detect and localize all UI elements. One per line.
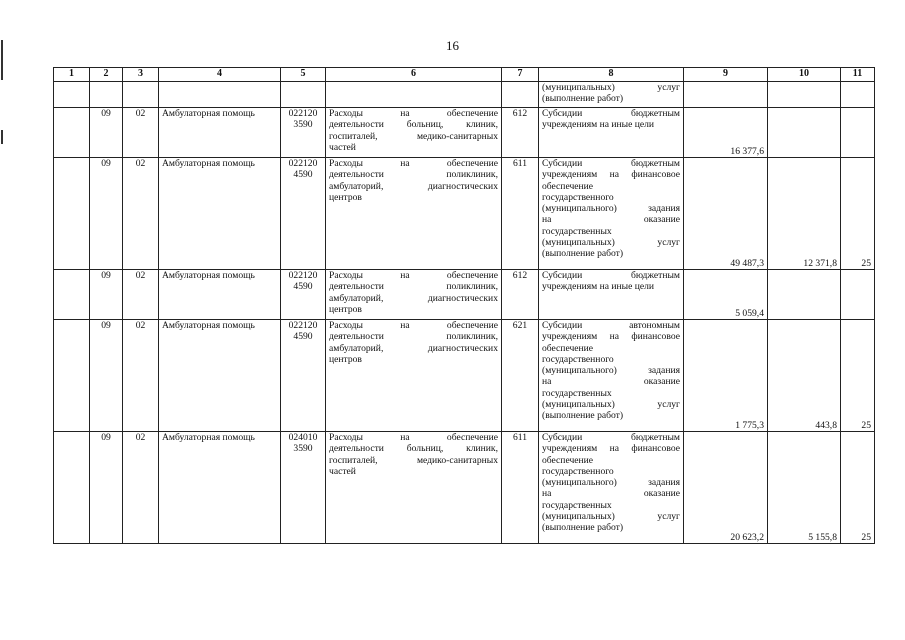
purpose-cell [326, 158, 502, 270]
text-line: Субсидии бюджетным [542, 270, 680, 281]
text-line: (выполнение работ) [542, 522, 624, 534]
sum-cell-col9: 5 059,4 [684, 270, 768, 320]
sum-cell-col10: 5 155,8 [768, 432, 841, 544]
sum-cell-col10 [768, 270, 841, 320]
subsidy-cell [539, 108, 684, 158]
text-line: (муниципального) задания [542, 365, 680, 377]
text-line: на оказание [542, 376, 680, 388]
header-cell: 7 [502, 68, 539, 82]
text-line: 022120 [288, 270, 318, 281]
text-line: обеспечение [542, 454, 594, 466]
table-row [54, 320, 875, 432]
subsidy-cell [539, 432, 684, 544]
text-line: 4590 [293, 281, 313, 293]
subsection-cell: 02 [123, 108, 159, 158]
subsidy-cell [539, 320, 684, 432]
name-cell: Амбулаторная помощь [159, 108, 281, 158]
subsection-cell: 02 [123, 158, 159, 270]
sum-cell-col9: 49 487,3 [684, 158, 768, 270]
subsection-cell: 02 [123, 320, 159, 432]
header-row [54, 68, 875, 82]
header-cell: 8 [539, 68, 684, 82]
sum-cell-col9: 20 623,2 [684, 432, 768, 544]
percent-cell: 25 [841, 432, 875, 544]
text-line: центров [329, 353, 362, 365]
text-line: 022120 [288, 320, 318, 331]
section-cell: 09 [90, 270, 123, 320]
percent-cell: 25 [841, 158, 875, 270]
name-cell: Амбулаторная помощь [159, 432, 281, 544]
text-line: государственного [542, 353, 614, 365]
text-line: на оказание [542, 214, 680, 226]
text-line: обеспечение [542, 180, 594, 192]
text-line: госпиталей, медико-санитарных [329, 454, 498, 466]
text-line: госпиталей, медико-санитарных [329, 130, 498, 142]
text-line: центров [329, 191, 362, 203]
subsidy-cell [539, 158, 684, 270]
budget-table [53, 67, 875, 544]
text-line: учреждениям на финансовое [542, 169, 680, 181]
text-line: (муниципальных) услуг [542, 82, 680, 93]
text-line: обеспечение [542, 342, 594, 354]
text-line: Расходы на обеспечение [329, 432, 498, 443]
text-line: частей [329, 141, 356, 153]
empty-cell [54, 270, 90, 320]
empty-cell [54, 108, 90, 158]
type-cell: 611 [502, 432, 539, 544]
percent-cell [841, 270, 875, 320]
text-line: (выполнение работ) [542, 248, 624, 260]
subsidy-cell [539, 270, 684, 320]
purpose-cell [326, 432, 502, 544]
text-line: Расходы на обеспечение [329, 270, 498, 281]
text-line: (выполнение работ) [542, 410, 624, 422]
sum-cell-col9: 1 775,3 [684, 320, 768, 432]
text-line: государственных [542, 499, 612, 511]
header-cell: 1 [54, 68, 90, 82]
text-line: Расходы на обеспечение [329, 320, 498, 331]
header-cell: 5 [281, 68, 326, 82]
header-cell: 6 [326, 68, 502, 82]
text-line: (выполнение работ) [542, 93, 624, 105]
subsection-cell: 02 [123, 270, 159, 320]
header-cell: 3 [123, 68, 159, 82]
name-cell: Амбулаторная помощь [159, 158, 281, 270]
section-cell: 09 [90, 320, 123, 432]
sum-cell-col10 [768, 108, 841, 158]
text-line: центров [329, 303, 362, 315]
empty-cell [54, 158, 90, 270]
header-cell: 9 [684, 68, 768, 82]
text-line: (муниципального) задания [542, 477, 680, 489]
text-line: Субсидии бюджетным [542, 432, 680, 443]
subsidy-cell [539, 82, 684, 108]
text-line: учреждениям на иные цели [542, 119, 655, 131]
text-line: (муниципальных) услуг [542, 399, 680, 411]
text-line: амбулаторий, диагностических [329, 292, 498, 304]
text-line: деятельности больниц, клиник, [329, 119, 498, 131]
text-line: государственного [542, 465, 614, 477]
text-line: деятельности больниц, клиник, [329, 443, 498, 455]
text-line: Расходы на обеспечение [329, 108, 498, 119]
text-line: Субсидии бюджетным [542, 108, 680, 119]
text-line: Субсидии автономным [542, 320, 680, 331]
text-line: государственных [542, 225, 612, 237]
table-row [54, 108, 875, 158]
text-line: (муниципальных) услуг [542, 237, 680, 249]
empty-cell [54, 432, 90, 544]
code-cell [281, 432, 326, 544]
text-line: деятельности поликлиник, [329, 281, 498, 293]
code-cell [281, 320, 326, 432]
text-line: учреждениям на финансовое [542, 331, 680, 343]
section-cell: 09 [90, 432, 123, 544]
text-line: 022120 [288, 158, 318, 169]
type-cell: 612 [502, 270, 539, 320]
purpose-cell [326, 108, 502, 158]
text-line: (муниципальных) услуг [542, 511, 680, 523]
page-number: 16 [446, 38, 459, 53]
name-cell: Амбулаторная помощь [159, 270, 281, 320]
percent-cell [841, 108, 875, 158]
table-row [54, 158, 875, 270]
type-cell: 621 [502, 320, 539, 432]
text-line: 3590 [293, 119, 313, 131]
text-line: учреждениям на иные цели [542, 281, 655, 293]
text-line: 3590 [293, 443, 313, 455]
text-line: 024010 [288, 432, 318, 443]
text-line: частей [329, 465, 356, 477]
sum-cell-col10: 443,8 [768, 320, 841, 432]
text-line: государственного [542, 191, 614, 203]
section-cell: 09 [90, 158, 123, 270]
text-line: государственных [542, 387, 612, 399]
text-line: деятельности поликлиник, [329, 169, 498, 181]
header-cell: 2 [90, 68, 123, 82]
table-row [54, 432, 875, 544]
header-cell: 4 [159, 68, 281, 82]
continuation-row [54, 82, 875, 108]
text-line: Субсидии бюджетным [542, 158, 680, 169]
code-cell [281, 108, 326, 158]
text-line: 4590 [293, 331, 313, 343]
subsection-cell: 02 [123, 432, 159, 544]
text-line: учреждениям на финансовое [542, 443, 680, 455]
text-line: на оказание [542, 488, 680, 500]
type-cell: 612 [502, 108, 539, 158]
purpose-cell [326, 320, 502, 432]
purpose-cell [326, 270, 502, 320]
text-line: 022120 [288, 108, 318, 119]
table-row [54, 270, 875, 320]
scan-edge-mark [1, 130, 3, 144]
code-cell [281, 270, 326, 320]
text-line: 4590 [293, 169, 313, 181]
header-cell: 11 [841, 68, 875, 82]
section-cell: 09 [90, 108, 123, 158]
text-line: (муниципального) задания [542, 203, 680, 215]
text-line: амбулаторий, диагностических [329, 342, 498, 354]
text-line: деятельности поликлиник, [329, 331, 498, 343]
percent-cell: 25 [841, 320, 875, 432]
code-cell [281, 158, 326, 270]
name-cell: Амбулаторная помощь [159, 320, 281, 432]
sum-cell-col9: 16 377,6 [684, 108, 768, 158]
text-line: амбулаторий, диагностических [329, 180, 498, 192]
type-cell: 611 [502, 158, 539, 270]
text-line: Расходы на обеспечение [329, 158, 498, 169]
sum-cell-col10: 12 371,8 [768, 158, 841, 270]
empty-cell [54, 320, 90, 432]
header-cell: 10 [768, 68, 841, 82]
